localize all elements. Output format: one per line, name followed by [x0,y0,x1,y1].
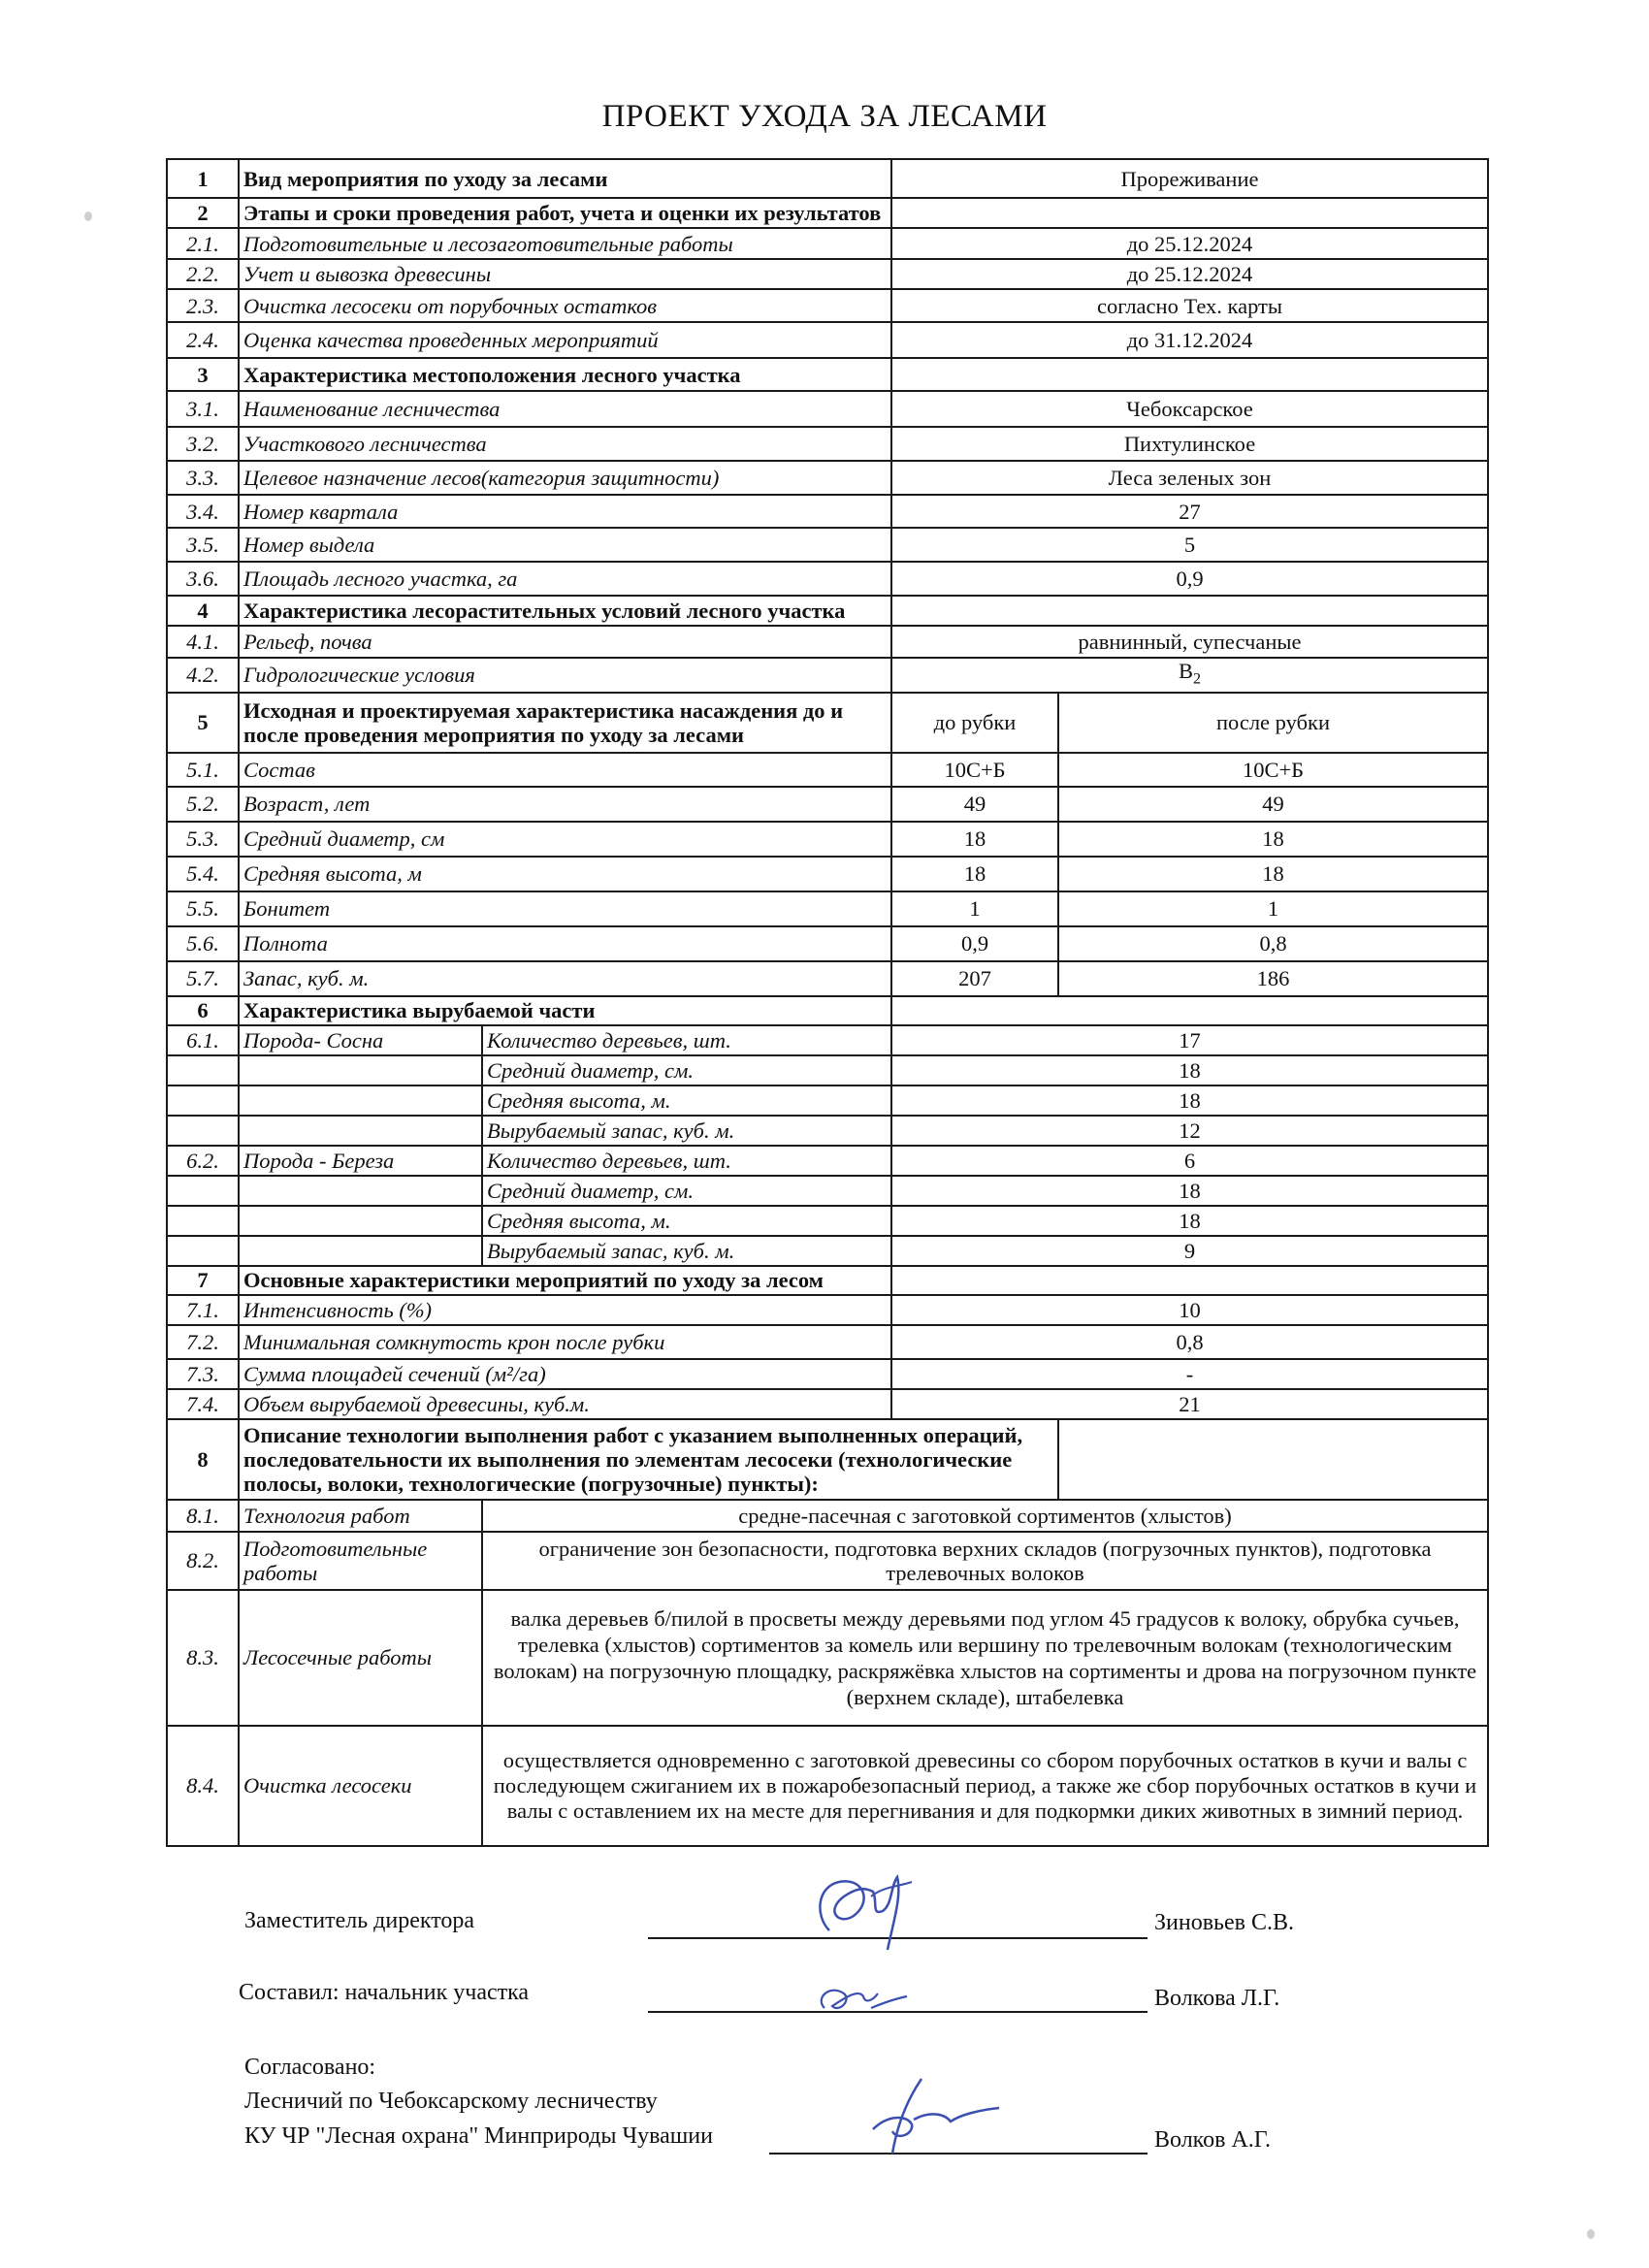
cell-value [891,596,1488,626]
row-number: 4.2. [167,658,239,693]
param-value: 18 [891,1085,1488,1116]
row-number: 8.1. [167,1500,239,1532]
table-row [167,289,1488,322]
cell-value [891,658,1488,693]
empty-cell [167,1085,239,1116]
empty-cell [167,1236,239,1266]
cell-value: Прореживание [891,159,1488,198]
row-label: Подготовительные и лесозаготовительные работы [239,228,891,259]
empty-cell [167,1116,239,1146]
row-number: 8.3. [167,1590,239,1726]
row-number: 3.1. [167,391,239,427]
cell-value: 10 [891,1295,1488,1325]
table-row [167,1116,1488,1146]
deputy-label: Заместитель директора [244,1908,475,1933]
section-number: 8 [167,1419,239,1500]
row-label: Лесосечные работы [239,1590,482,1726]
after-value: 18 [1058,857,1488,891]
table-row [167,753,1488,787]
section-number: 1 [167,159,239,198]
cell-value: 21 [891,1389,1488,1419]
row-number: 5.5. [167,891,239,926]
row-label: Участкового лесничества [239,427,891,461]
row-number: 6.2. [167,1146,239,1176]
table-row [167,1025,1488,1055]
param-label: Количество деревьев, шт. [482,1146,891,1176]
row-label: Наименование лесничества [239,391,891,427]
row-label: Целевое назначение лесов(категория защитности) [239,461,891,495]
row-number: 8.4. [167,1726,239,1846]
section-label: Этапы и сроки проведения работ, учета и оценки их результатов [239,198,891,228]
row-number: 5.3. [167,822,239,857]
table-row [167,658,1488,693]
section-label: Характеристика лесорастительных условий лесного участка [239,596,891,626]
table-row [167,528,1488,562]
after-value: 1 [1058,891,1488,926]
after-value: 18 [1058,822,1488,857]
cell-value: осуществляется одновременно с заготовкой древесины со сбором порубочных остатков в кучи и валы с последующем сжиганием их в пожаробезопасный период, а также же сбор порубочных остатков в кучи и валы с оставлением их на месте для перегнивания и для подкормки диких животных в зимний период. [482,1726,1488,1846]
row-label: Объем вырубаемой древесины, куб.м. [239,1389,891,1419]
table-row [167,461,1488,495]
row-label: Номер квартала [239,495,891,528]
section-number: 4 [167,596,239,626]
table-row [167,391,1488,427]
cell-value: средне-пасечная с заготовкой сортиментов (хлыстов) [482,1500,1488,1532]
table-row [167,926,1488,961]
row-number: 6.1. [167,1025,239,1055]
scan-speck [84,211,92,221]
row-number: 5.6. [167,926,239,961]
table-row [167,322,1488,358]
param-value: 9 [891,1236,1488,1266]
row-label: Состав [239,753,891,787]
table-row [167,1295,1488,1325]
table-row [167,1325,1488,1359]
row-number: 7.1. [167,1295,239,1325]
section-5-row [167,693,1488,753]
empty-cell [239,1206,482,1236]
section-label: Исходная и проектируемая характеристика насаждения до и после проведения мероприятия по уходу за лесами [239,693,891,753]
row-number: 3.3. [167,461,239,495]
section-label: Вид мероприятия по уходу за лесами [239,159,891,198]
column-before-header: до рубки [891,693,1058,753]
cell-value: Леса зеленых зон [891,461,1488,495]
cell-value: 27 [891,495,1488,528]
cell-value [891,358,1488,391]
row-label: Оценка качества проведенных мероприятий [239,322,891,358]
cell-value: 0,8 [891,1325,1488,1359]
row-number: 3.2. [167,427,239,461]
param-label: Вырубаемый запас, куб. м. [482,1236,891,1266]
section-label: Основные характеристики мероприятий по уходу за лесом [239,1266,891,1295]
param-value: 6 [891,1146,1488,1176]
row-label: Гидрологические условия [239,658,891,693]
table-row [167,427,1488,461]
table-row [167,1176,1488,1206]
table-row [167,1206,1488,1236]
param-label: Вырубаемый запас, куб. м. [482,1116,891,1146]
section-number: 5 [167,693,239,753]
cell-value [891,1266,1488,1295]
row-label: Сумма площадей сечений (м²/га) [239,1359,891,1389]
before-value: 49 [891,787,1058,822]
table-row [167,626,1488,658]
row-label: Рельеф, почва [239,626,891,658]
table-row [167,495,1488,528]
before-value: 207 [891,961,1058,996]
row-label: Очистка лесосеки [239,1726,482,1846]
row-number: 3.4. [167,495,239,528]
table-row [167,1236,1488,1266]
section-4-row [167,596,1488,626]
row-number: 5.4. [167,857,239,891]
table-row [167,1532,1488,1590]
row-number: 2.1. [167,228,239,259]
row-number: 5.1. [167,753,239,787]
agreed-line-1: Согласовано: [244,2055,376,2080]
section-2-row [167,198,1488,228]
param-label: Количество деревьев, шт. [482,1025,891,1055]
row-label: Полнота [239,926,891,961]
empty-cell [167,1206,239,1236]
species-name: Порода- Сосна [239,1025,482,1055]
table-row [167,822,1488,857]
compiler-signature [805,1969,922,2027]
table-row [167,961,1488,996]
param-label: Средняя высота, м. [482,1206,891,1236]
document-title: ПРОЕКТ УХОДА ЗА ЛЕСАМИ [601,99,1048,134]
row-label: Минимальная сомкнутость крон после рубки [239,1325,891,1359]
agreed-line-2: Лесничий по Чебоксарскому лесничеству [244,2089,658,2114]
after-value: 49 [1058,787,1488,822]
scan-speck [1587,2229,1595,2239]
section-label: Характеристика местоположения лесного участка [239,358,891,391]
row-number: 2.4. [167,322,239,358]
row-number: 2.2. [167,259,239,289]
row-number: 3.5. [167,528,239,562]
empty-cell [239,1055,482,1085]
row-label: Подготовительные работы [239,1532,482,1590]
before-value: 18 [891,857,1058,891]
empty-cell [239,1116,482,1146]
param-label: Средний диаметр, см. [482,1055,891,1085]
before-value: 1 [891,891,1058,926]
empty-cell [239,1176,482,1206]
table-row [167,1146,1488,1176]
table-row [167,787,1488,822]
param-value: 18 [891,1055,1488,1085]
section-label: Характеристика вырубаемой части [239,996,891,1025]
row-label: Площадь лесного участка, га [239,562,891,596]
section-number: 3 [167,358,239,391]
column-after-header: после рубки [1058,693,1488,753]
before-value: 0,9 [891,926,1058,961]
table-row [167,1359,1488,1389]
row-number: 8.2. [167,1532,239,1590]
compiler-label: Составил: начальник участка [239,1980,530,2005]
cell-value: Чебоксарское [891,391,1488,427]
param-label: Средняя высота, м. [482,1085,891,1116]
species-name: Порода - Береза [239,1146,482,1176]
cell-value: 5 [891,528,1488,562]
table-row [167,857,1488,891]
table-row [167,228,1488,259]
cell-value: до 25.12.2024 [891,259,1488,289]
after-value: 10С+Б [1058,753,1488,787]
agreed-line-3: КУ ЧР "Лесная охрана" Минприроды Чувашии [244,2123,713,2149]
cell-value: - [891,1359,1488,1389]
empty-cell [239,1085,482,1116]
table-row [167,259,1488,289]
section-number: 6 [167,996,239,1025]
section-number: 2 [167,198,239,228]
table-row [167,1726,1488,1846]
param-value: 18 [891,1206,1488,1236]
before-value: 10С+Б [891,753,1058,787]
table-row [167,1055,1488,1085]
row-label: Интенсивность (%) [239,1295,891,1325]
cell-value: до 25.12.2024 [891,228,1488,259]
before-value: 18 [891,822,1058,857]
row-label: Учет и вывозка древесины [239,259,891,289]
row-number: 5.7. [167,961,239,996]
section-7-row [167,1266,1488,1295]
empty-cell [239,1236,482,1266]
table-row [167,1085,1488,1116]
row-number: 3.6. [167,562,239,596]
section-6-row [167,996,1488,1025]
table-row [167,891,1488,926]
cell-value: валка деревьев б/пилой в просветы между деревьями под углом 45 градусов к волоку, обрубка сучьев, трелевка (хлыстов) сортиментов за комель или вершину по трелевочным волокам (технологическим волокам) на погрузочную площадку, раскряжёвка хлыстов на сортименты и дрова на погрузочном пункте (верхнем складе), штабелевка [482,1590,1488,1726]
compiler-name: Волкова Л.Г. [1154,1986,1280,2011]
row-number: 5.2. [167,787,239,822]
deputy-name: Зиновьев С.В. [1154,1910,1294,1935]
table-row [167,562,1488,596]
row-label: Запас, куб. м. [239,961,891,996]
section-3-row [167,358,1488,391]
table-row [167,1389,1488,1419]
cell-value [891,996,1488,1025]
row-label: Возраст, лет [239,787,891,822]
agreed-name: Волков А.Г. [1154,2127,1271,2153]
cell-value: 0,9 [891,562,1488,596]
empty-cell [167,1055,239,1085]
row-label: Технология работ [239,1500,482,1532]
section-1-row [167,159,1488,198]
after-value: 0,8 [1058,926,1488,961]
row-label: Очистка лесосеки от порубочных остатков [239,289,891,322]
agreed-signature [854,2071,1009,2168]
row-label: Средний диаметр, см [239,822,891,857]
cell-value: ограничение зон безопасности, подготовка верхних складов (погрузочных пунктов), подготовка трелевочных волоков [482,1532,1488,1590]
cell-value: Пихтулинское [891,427,1488,461]
cell-value: согласно Тех. карты [891,289,1488,322]
row-number: 2.3. [167,289,239,322]
param-value: 12 [891,1116,1488,1146]
row-number: 7.4. [167,1389,239,1419]
row-number: 7.2. [167,1325,239,1359]
param-value: 17 [891,1025,1488,1055]
hydro-subscript: 2 [1193,670,1201,688]
after-value: 186 [1058,961,1488,996]
param-label: Средний диаметр, см. [482,1176,891,1206]
cell-value [891,198,1488,228]
row-label: Номер выдела [239,528,891,562]
forest-care-project-table [166,158,1489,1847]
hydro-value: В [1178,659,1193,683]
cell-value [1058,1419,1488,1500]
row-number: 7.3. [167,1359,239,1389]
table-row [167,1590,1488,1726]
section-label: Описание технологии выполнения работ с указанием выполненных операций, последовательности их выполнения по элементам лесосеки (технологические полосы, волоки, технологические (погрузочные) пункты): [239,1419,1058,1500]
cell-value: до 31.12.2024 [891,322,1488,358]
section-number: 7 [167,1266,239,1295]
param-value: 18 [891,1176,1488,1206]
section-8-row [167,1419,1488,1500]
empty-cell [167,1176,239,1206]
row-label: Средняя высота, м [239,857,891,891]
row-number: 4.1. [167,626,239,658]
table-row [167,1500,1488,1532]
cell-value: равнинный, супесчаные [891,626,1488,658]
row-label: Бонитет [239,891,891,926]
deputy-signature [795,1858,941,1964]
